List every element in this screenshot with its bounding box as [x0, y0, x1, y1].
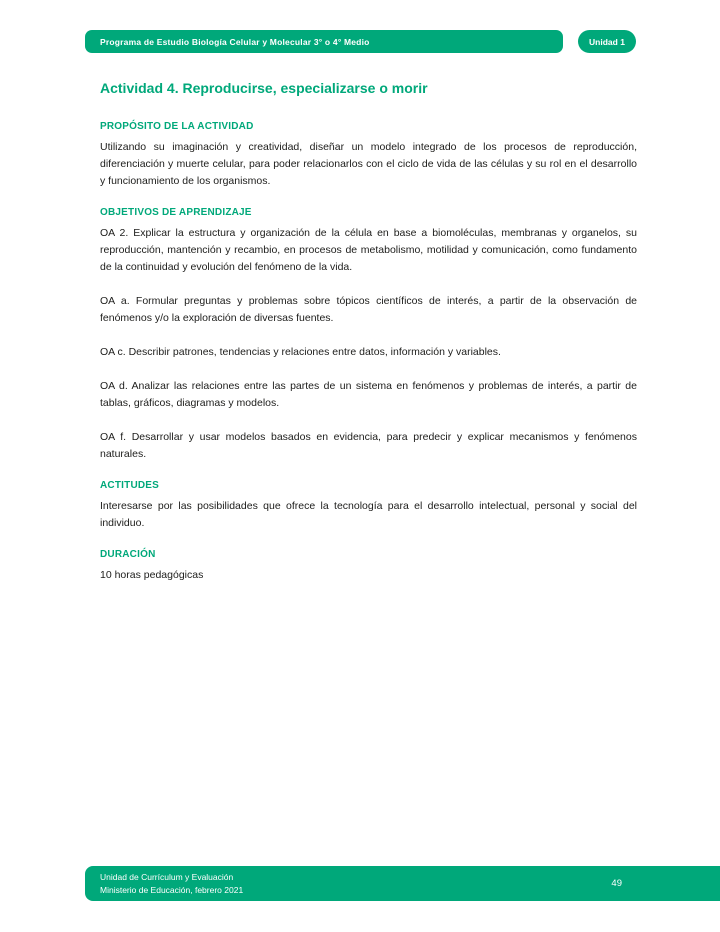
paragraph-actitudes: Interesarse por las posibilidades que ofrece la tecnología para el desarrollo intelectual, personal y social del individuo. — [100, 499, 637, 529]
content-area — [100, 80, 637, 584]
header-title: Programa de Estudio Biología Celular y Molecular 3° o 4° Medio — [100, 36, 370, 47]
section-heading-proposito: PROPÓSITO DE LA ACTIVIDAD — [100, 120, 254, 132]
footer-bar — [85, 866, 720, 901]
header-bar — [85, 30, 563, 53]
paragraph-proposito: Utilizando su imaginación y creatividad, diseñar un modelo integrado de los procesos de reproducción, diferenciación y muerte celular, para poder relacionarlos con el ciclo de vida de las células y su rol en el desarrollo y funcionamiento de los organismos. — [100, 140, 637, 187]
footer-line1: Unidad de Currículum y Evaluación — [100, 871, 234, 882]
section-heading-duracion: DURACIÓN — [100, 548, 156, 560]
page-number: 49 — [611, 878, 622, 889]
paragraph-duracion: 10 horas pedagógicas — [100, 568, 204, 581]
footer-credits — [100, 871, 243, 897]
paragraph-oa-d: OA d. Analizar las relaciones entre las partes de un sistema en fenómenos y problemas de interés, a partir de tablas, gráficos, diagramas y modelos. — [100, 379, 637, 409]
footer-line2: Ministerio de Educación, febrero 2021 — [100, 884, 244, 895]
paragraph-oa-c: OA c. Describir patrones, tendencias y relaciones entre datos, información y variables. — [100, 345, 501, 358]
activity-title: Actividad 4. Reproducirse, especializarse o morir — [100, 80, 428, 96]
paragraph-oa-f: OA f. Desarrollar y usar modelos basados en evidencia, para predecir y explicar mecanismos y fenómenos naturales. — [100, 430, 637, 460]
paragraph-oa-a: OA a. Formular preguntas y problemas sobre tópicos científicos de interés, a partir de la observación de fenómenos y/o la exploración de diversas fuentes. — [100, 294, 637, 324]
paragraph-oa2: OA 2. Explicar la estructura y organización de la célula en base a biomoléculas, membranas y organelos, su reproducción, mantención y recambio, en procesos de metabolismo, motilidad y comunicación, como fundamento de la continuidad y evolución del fenómeno de la vida. — [100, 226, 637, 273]
unit-badge: Unidad 1 — [578, 30, 636, 53]
section-heading-objetivos: OBJETIVOS DE APRENDIZAJE — [100, 206, 252, 218]
section-heading-actitudes: ACTITUDES — [100, 479, 160, 491]
